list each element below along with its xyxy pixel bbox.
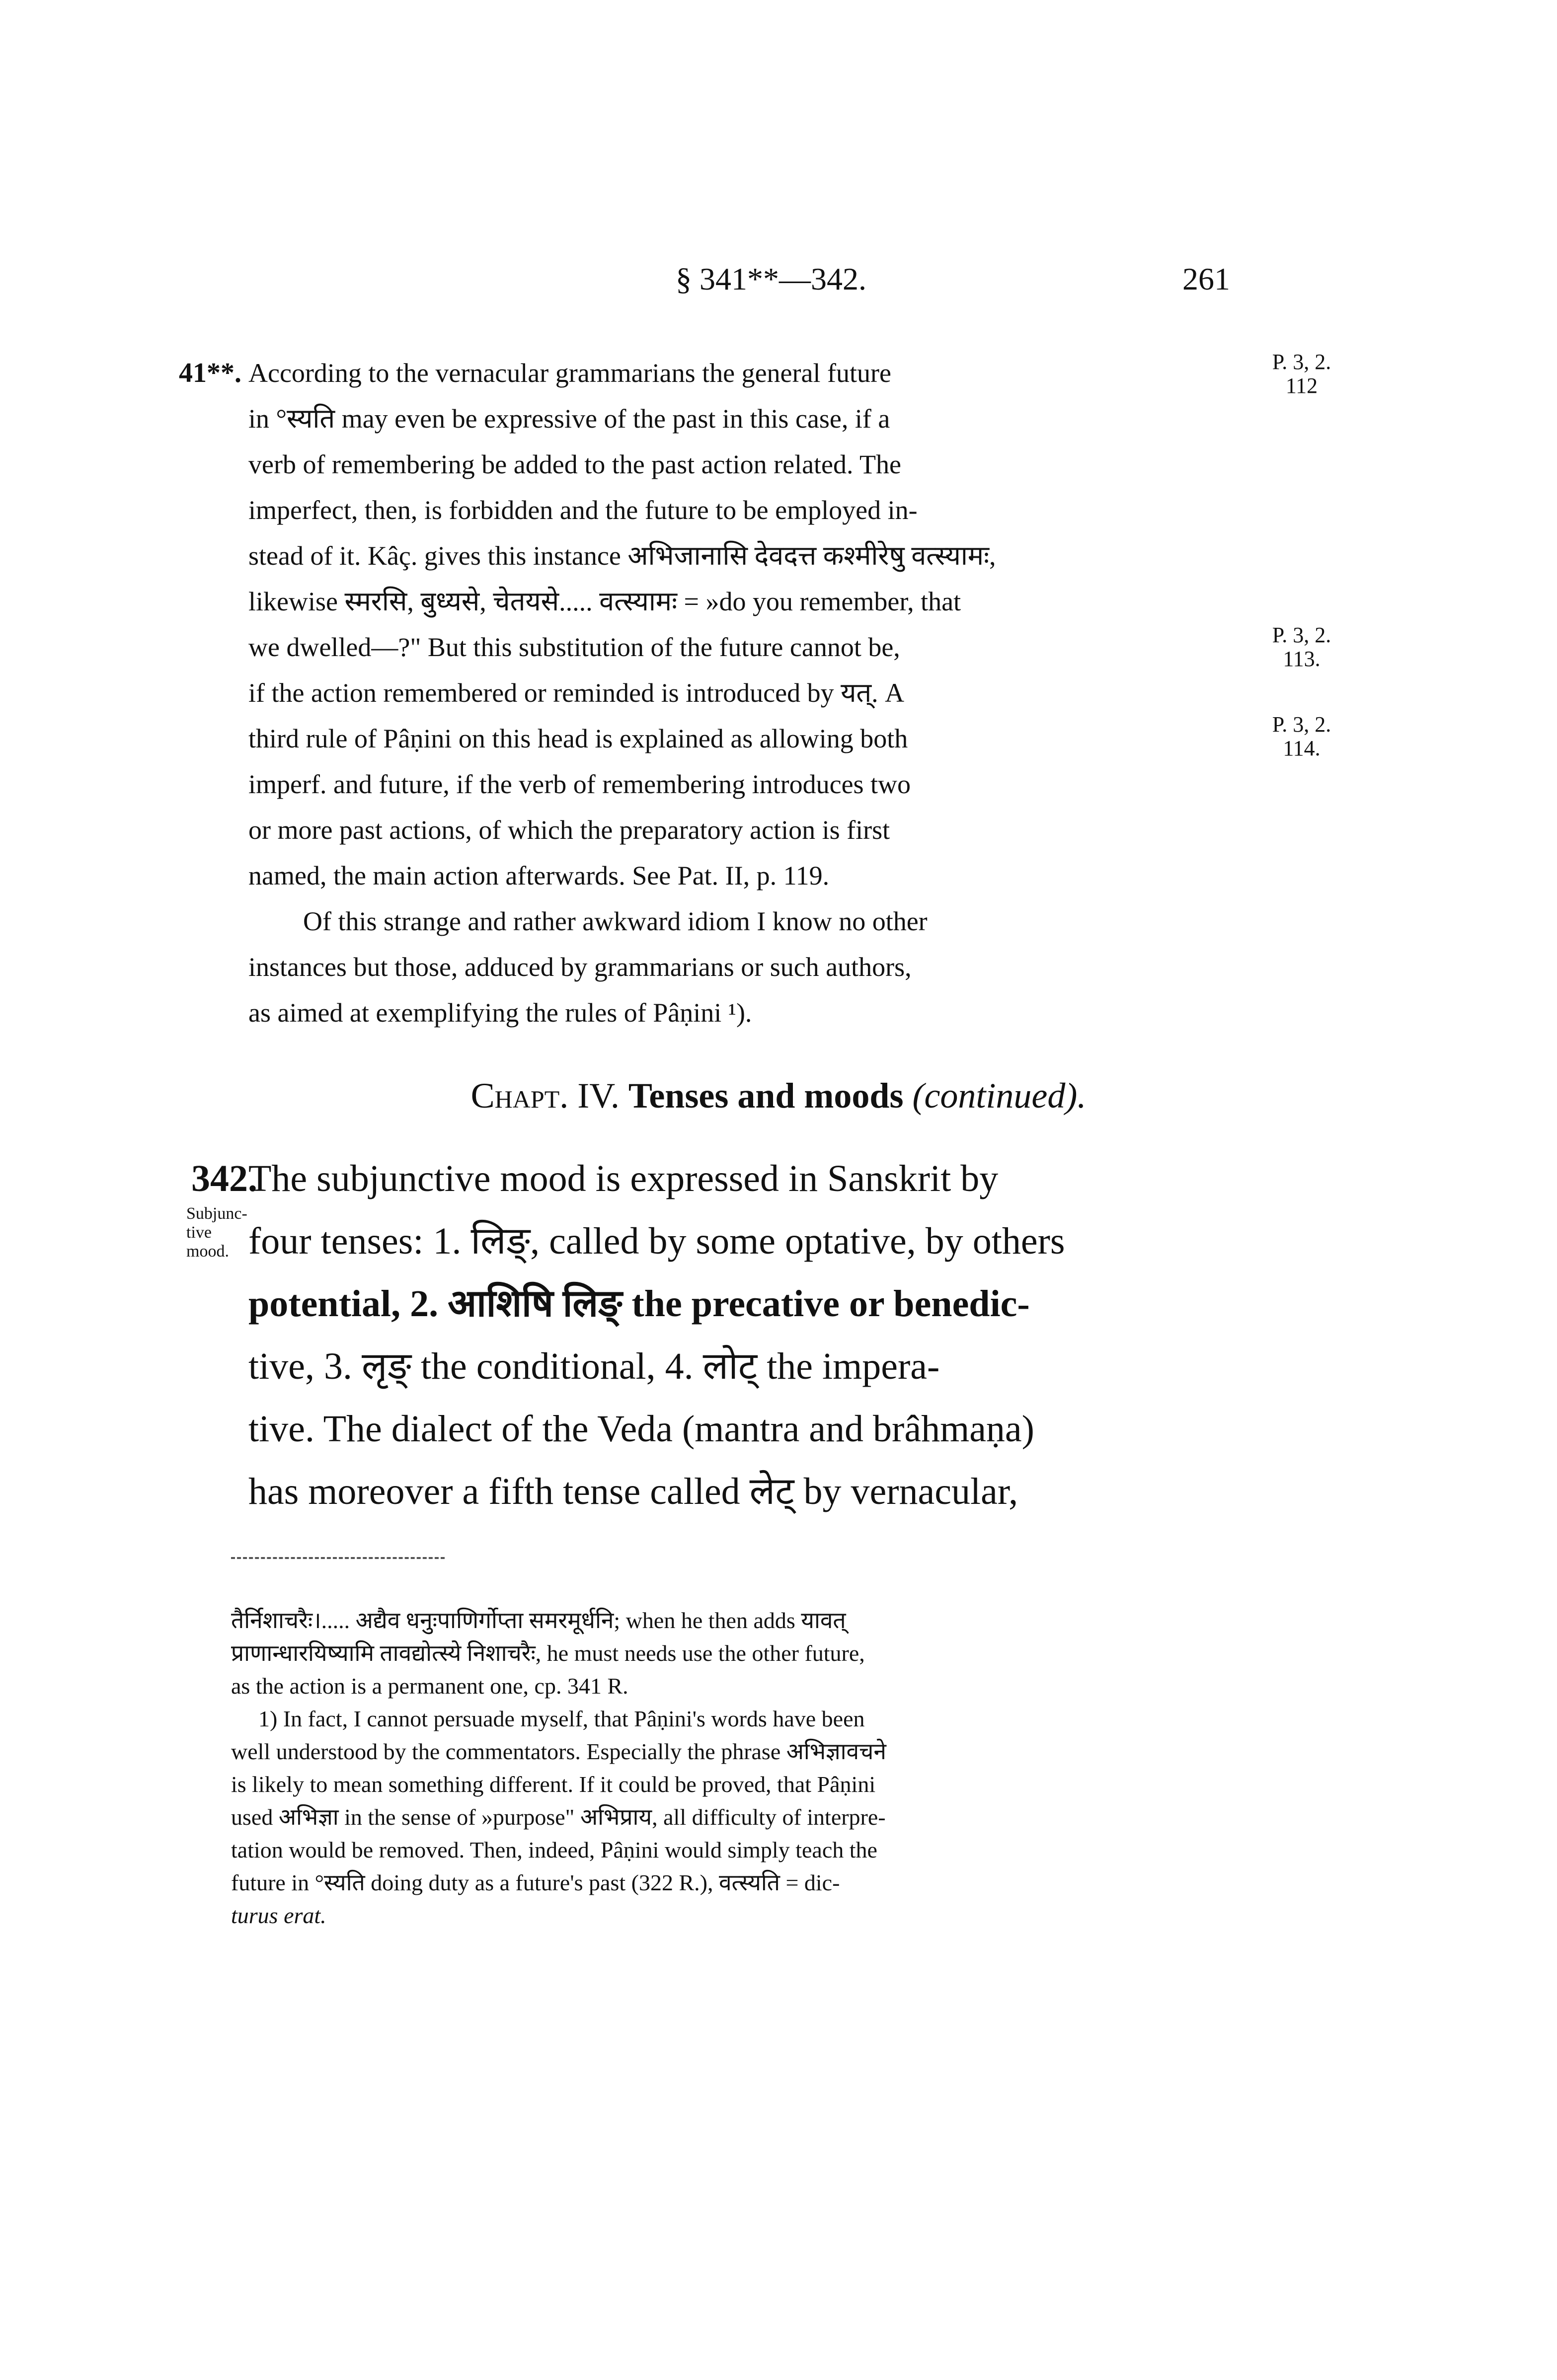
footnote-separator (231, 1557, 445, 1559)
section-342 (186, 1147, 1262, 1523)
text-line: is likely to mean something different. If it could be proved, that Pâṇini (231, 1772, 876, 1797)
section-342-number: 342. (191, 1158, 257, 1199)
section-range: § 341**—342. (676, 261, 866, 297)
chapter-label: Chapt. IV. (470, 1076, 620, 1116)
text-line: instances but those, adduced by grammarians or such authors, (248, 952, 912, 982)
text-line: According to the vernacular grammarians the general future (248, 358, 891, 388)
text-line: has moreover a fifth tense called लेट् by vernacular, (248, 1471, 1018, 1512)
running-header (0, 261, 1557, 320)
section-341-paragraph-1 (248, 350, 1262, 898)
page-number: 261 (1182, 261, 1230, 297)
section-341-paragraph-2-cont (248, 944, 1262, 1036)
section-341 (179, 350, 1262, 1036)
chapter-title: Tenses and moods (628, 1076, 904, 1116)
text-line: tation would be removed. Then, indeed, Pâṇini would simply teach the (231, 1837, 877, 1862)
text-line: tive, 3. लृङ् the conditional, 4. लोट् the impera- (248, 1345, 940, 1387)
text-line: तैर्निशाचरैः।..... अद्यैव धनुःपाणिर्गोप्ता समरमूर्धनि; when he then adds यावत् (231, 1608, 846, 1633)
text-line: if the action remembered or reminded is introduced by यत्. A (248, 678, 905, 708)
chapter-continued: (continued). (912, 1076, 1087, 1116)
text-line: प्राणान्धारयिष्यामि तावद्योत्स्ये निशाचरैः, he must needs use the other future, (231, 1640, 865, 1666)
text-line: as aimed at exemplifying the rules of Pâṇini ¹). (248, 998, 752, 1028)
text-line: imperf. and future, if the verb of remembering introduces two (248, 769, 911, 799)
chapter-heading (0, 1075, 1557, 1116)
text-line: as the action is a permanent one, cp. 341 R. (231, 1673, 628, 1699)
text-line: named, the main action afterwards. See Pat. II, p. 119. (248, 861, 830, 891)
text-line: or more past actions, of which the preparatory action is first (248, 815, 890, 845)
text-line: third rule of Pâṇini on this head is explained as allowing both (248, 724, 908, 753)
section-341-number: 41**. (179, 358, 241, 388)
text-line: imperfect, then, is forbidden and the future to be employed in- (248, 495, 918, 525)
text-line: 1) In fact, I cannot persuade myself, that Pâṇini's words have been (258, 1706, 865, 1731)
text-line: turus erat. (231, 1903, 326, 1928)
text-line: tive. The dialect of the Veda (mantra and brâhmaṇa) (248, 1408, 1034, 1450)
margin-reference: P. 3, 2. 114. (1272, 712, 1331, 760)
text-line: potential, 2. आशिषि लिङ् the precative or benedic- (248, 1283, 1030, 1325)
text-line: four tenses: 1. लिङ्, called by some optative, by others (248, 1220, 1065, 1262)
text-line: in °स्यति may even be expressive of the past in this case, if a (248, 404, 890, 434)
text-line: used अभिज्ञा in the sense of »purpose" अभिप्राय, all difficulty of interpre- (231, 1804, 886, 1830)
text-line: likewise स्मरसि, बुध्यसे, चेतयसे..... वत्स्यामः = »do you remember, that (248, 587, 961, 616)
section-341-paragraph-2 (248, 898, 1262, 944)
footnotes (231, 1604, 1264, 1932)
text-line: we dwelled—?" But this substitution of the future cannot be, (248, 632, 900, 662)
text-line: The subjunctive mood is expressed in Sanskrit by (248, 1158, 999, 1199)
text-line: well understood by the commentators. Especially the phrase अभिज्ञावचने (231, 1739, 886, 1764)
text-line: Of this strange and rather awkward idiom I know no other (303, 906, 928, 936)
margin-reference: P. 3, 2. 112 (1272, 350, 1331, 398)
text-line: verb of remembering be added to the past action related. The (248, 449, 901, 479)
margin-reference: P. 3, 2. 113. (1272, 623, 1331, 671)
text-line: stead of it. Kâç. gives this instance अभिजानासि देवदत्त कश्मीरेषु वत्स्यामः, (248, 541, 996, 571)
footnote-1 (231, 1703, 1264, 1932)
text-line: future in °स्यति doing duty as a future's past (322 R.), वत्स्यति = dic- (231, 1870, 840, 1895)
footnote-continuation (231, 1604, 1264, 1703)
section-342-side-label: Subjunc- tive mood. (186, 1204, 247, 1261)
